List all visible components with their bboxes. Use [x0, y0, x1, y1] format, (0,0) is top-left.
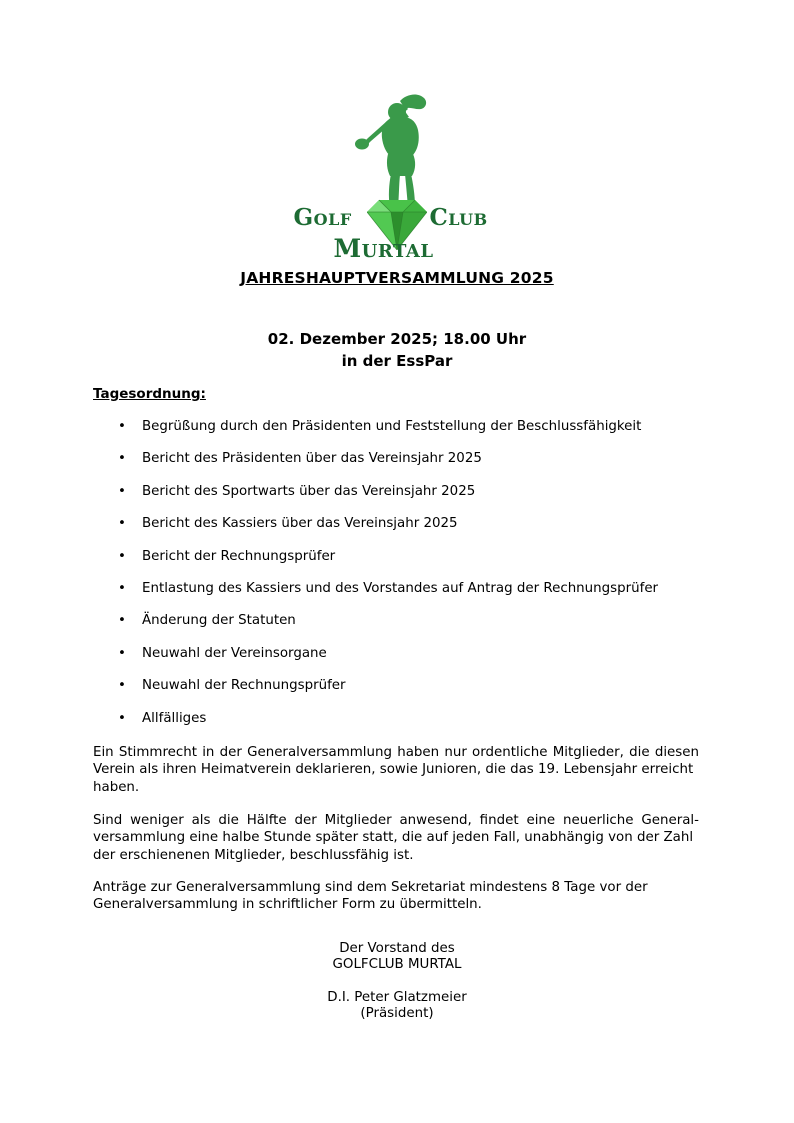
list-item — [93, 645, 703, 677]
paragraph-tail: Generalversammlung in schriftlicher Form zu übermitteln. — [93, 897, 482, 913]
signature-spacer — [0, 974, 794, 990]
signature-name: D.I. Peter Glatzmeier — [327, 989, 467, 1005]
list-item — [93, 612, 703, 644]
page-title: JAHRESHAUPTVERSAMMLUNG 2025 — [240, 269, 554, 287]
paragraph-motions — [93, 879, 699, 914]
paragraph-quorum — [93, 812, 699, 864]
list-item — [93, 450, 703, 482]
bullet-icon: • — [118, 548, 126, 564]
logo-word-club: Club — [429, 204, 488, 231]
paragraph-body: Sind weniger als die Hälfte der Mitglieder anwesend, findet eine neuerliche General-versammlung eine halbe Stunde später statt, die auf jeden Fall, unabhängig von der Zahl — [93, 813, 699, 846]
meeting-details — [0, 328, 794, 372]
list-item-label: Allfälliges — [142, 710, 207, 726]
bullet-icon: • — [118, 451, 126, 467]
agenda-heading: Tagesordnung: — [93, 386, 206, 402]
list-item — [93, 483, 703, 515]
paragraph-tail: haben. — [93, 779, 140, 795]
bullet-icon: • — [118, 580, 126, 596]
list-item — [93, 580, 703, 612]
list-item-label: Neuwahl der Vereinsorgane — [142, 645, 327, 661]
bullet-icon: • — [118, 710, 126, 726]
logo-word-golf: Golf — [293, 204, 352, 231]
signature-line-1: Der Vorstand des — [339, 941, 455, 956]
signature-block — [0, 941, 794, 1022]
list-item-label: Bericht des Sportwarts über das Vereinsjahr 2025 — [142, 483, 476, 499]
list-item-label: Bericht des Kassiers über das Vereinsjahr 2025 — [142, 516, 458, 532]
bullet-icon: • — [118, 613, 126, 629]
bullet-icon: • — [118, 483, 126, 499]
paragraph-body: Ein Stimmrecht in der Generalversammlung haben nur ordentliche Mitglieder, die diesen Verein als ihren Heimatverein deklarieren, sowie Junioren, die das 19. Lebensjahr erreicht — [93, 745, 699, 778]
logo-word-murtal: Murtal — [333, 234, 434, 263]
meeting-location-line: in der EssPar — [341, 352, 453, 370]
bullet-icon: • — [118, 678, 126, 694]
list-item — [93, 710, 703, 742]
list-item-label: Bericht der Rechnungsprüfer — [142, 548, 336, 564]
club-logo — [0, 88, 794, 273]
list-item-label: Neuwahl der Rechnungsprüfer — [142, 678, 346, 694]
signature-role: (Präsident) — [360, 1005, 434, 1021]
list-item — [93, 515, 703, 547]
agenda-list — [93, 418, 703, 742]
list-item-label: Änderung der Statuten — [142, 613, 296, 629]
list-item-label: Begrüßung durch den Präsidenten und Feststellung der Beschlussfähigkeit — [142, 419, 642, 434]
bullet-icon: • — [118, 645, 126, 661]
list-item-label: Bericht des Präsidenten über das Vereinsjahr 2025 — [142, 451, 482, 467]
list-item — [93, 677, 703, 709]
paragraph-voting-rights — [93, 744, 699, 796]
list-item — [93, 548, 703, 580]
paragraph-tail: der erschienenen Mitglieder, beschlussfähig ist. — [93, 847, 414, 863]
meeting-date-line: 02. Dezember 2025; 18.00 Uhr — [267, 330, 527, 348]
paragraph-body: Anträge zur Generalversammlung sind dem Sekretariat mindestens 8 Tage vor der — [93, 880, 648, 895]
golfer-silhouette-icon — [348, 88, 453, 216]
list-item — [93, 418, 703, 450]
bullet-icon: • — [118, 516, 126, 532]
list-item-label: Entlastung des Kassiers und des Vorstandes auf Antrag der Rechnungsprüfer — [142, 580, 659, 596]
signature-line-2: GOLFCLUB MURTAL — [332, 957, 462, 973]
bullet-icon: • — [118, 419, 126, 434]
